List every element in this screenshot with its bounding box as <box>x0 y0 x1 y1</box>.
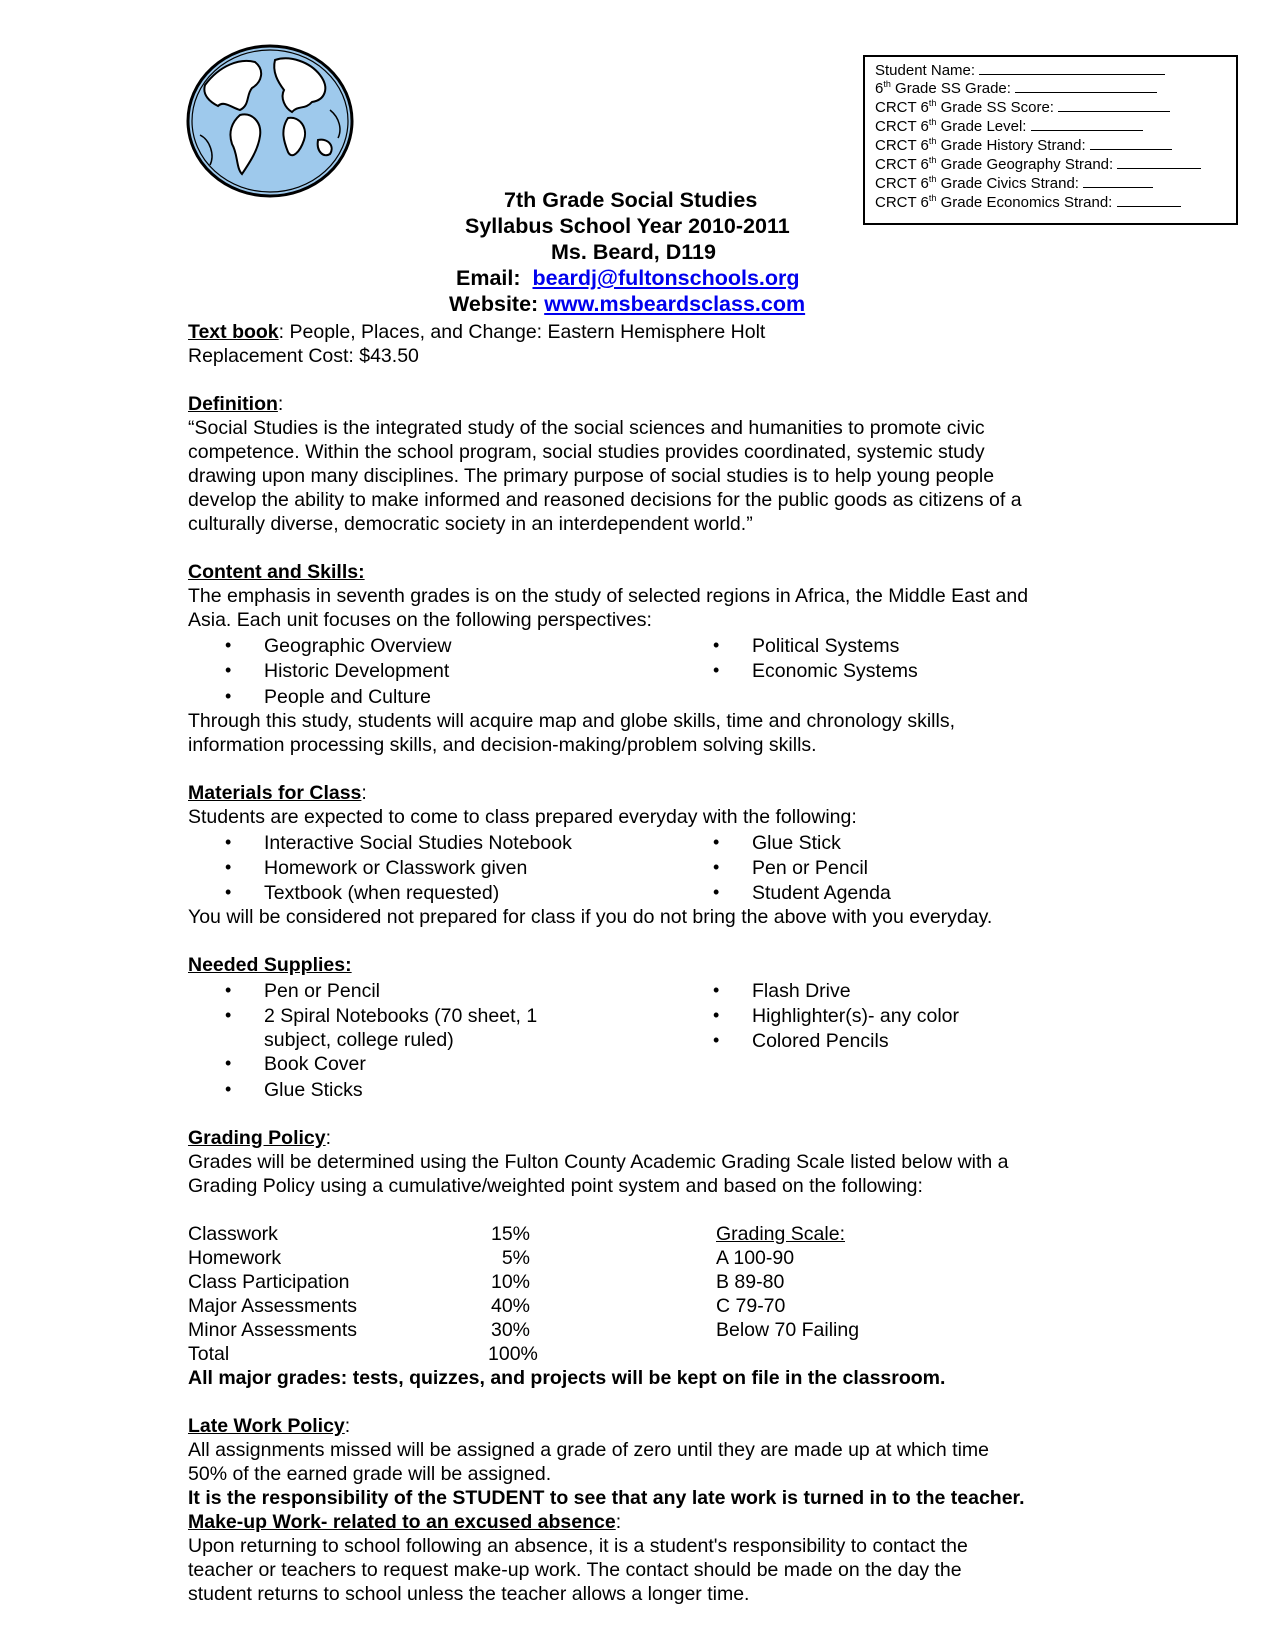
list-item: Colored Pencils <box>752 1030 889 1052</box>
materials-outro: You will be considered not prepared for class if you do not bring the above with you everyday. <box>188 906 993 928</box>
definition-text: culturally diverse, democratic society in an interdependent world.” <box>188 513 753 535</box>
late-work-text: All assignments missed will be assigned a grade of zero until they are made up at which time <box>188 1439 989 1461</box>
bullet-icon: • <box>713 832 720 852</box>
list-item: Homework or Classwork given <box>264 857 528 879</box>
email-link[interactable]: beardj@fultonschools.org <box>532 266 800 290</box>
list-item: Pen or Pencil <box>752 857 868 879</box>
bullet-icon: • <box>225 980 232 1000</box>
bullet-icon: • <box>225 1079 232 1099</box>
bullet-icon: • <box>225 832 232 852</box>
definition-text: drawing upon many disciplines. The primary purpose of social studies is to help young people <box>188 465 995 487</box>
list-item: 2 Spiral Notebooks (70 sheet, 1 <box>264 1005 538 1027</box>
bullet-icon: • <box>713 980 720 1000</box>
page-title: 7th Grade Social Studies <box>504 188 758 212</box>
grading-scale-item: Below 70 Failing <box>716 1319 860 1341</box>
email-line: Email: beardj@fultonschools.org <box>456 266 800 290</box>
textbook-cost: Replacement Cost: $43.50 <box>188 345 419 367</box>
list-item: Glue Sticks <box>264 1079 363 1101</box>
info-crct-geography-strand: CRCT 6th Grade Geography Strand: <box>875 156 1201 174</box>
definition-text: competence. Within the school program, social studies provides coordinated, systemic study <box>188 441 985 463</box>
bullet-icon: • <box>225 686 232 706</box>
grading-scale-item: B 89-80 <box>716 1271 785 1293</box>
list-item: Highlighter(s)- any color <box>752 1005 959 1027</box>
grading-scale-item: C 79-70 <box>716 1295 786 1317</box>
grading-intro: Grading Policy using a cumulative/weighted point system and based on the following: <box>188 1175 923 1197</box>
info-crct-economics-strand: CRCT 6th Grade Economics Strand: <box>875 194 1181 212</box>
content-intro: The emphasis in seventh grades is on the study of selected regions in Africa, the Middle East and <box>188 585 1029 607</box>
makeup-text: Upon returning to school following an absence, it is a student's responsibility to contact the <box>188 1535 968 1557</box>
grade-category: Classwork <box>188 1223 278 1245</box>
grade-weight: 10% <box>490 1271 530 1293</box>
materials-heading: Materials for Class: <box>188 782 367 804</box>
info-crct-grade-level: CRCT 6th Grade Level: <box>875 118 1143 136</box>
grade-weight: 30% <box>490 1319 530 1341</box>
list-item: Glue Stick <box>752 832 841 854</box>
list-item: Geographic Overview <box>264 635 452 657</box>
bullet-icon: • <box>713 635 720 655</box>
bullet-icon: • <box>713 882 720 902</box>
list-item-continued: subject, college ruled) <box>264 1029 454 1051</box>
list-item: Historic Development <box>264 660 450 682</box>
bullet-icon: • <box>225 660 232 680</box>
list-item: Pen or Pencil <box>264 980 380 1002</box>
list-item: People and Culture <box>264 686 431 708</box>
content-intro: Asia. Each unit focuses on the following perspectives: <box>188 609 652 631</box>
makeup-text: student returns to school unless the teacher allows a longer time. <box>188 1583 750 1605</box>
list-item: Interactive Social Studies Notebook <box>264 832 572 854</box>
textbook-line: Text book: People, Places, and Change: Eastern Hemisphere Holt <box>188 321 766 343</box>
info-crct-ss-score: CRCT 6th Grade SS Score: <box>875 99 1170 117</box>
grade-weight: 15% <box>490 1223 530 1245</box>
definition-heading: Definition: <box>188 393 284 415</box>
list-item: Student Agenda <box>752 882 891 904</box>
info-student-name: Student Name: <box>875 62 1165 80</box>
grade-category: Major Assessments <box>188 1295 358 1317</box>
grading-intro: Grades will be determined using the Fulton County Academic Grading Scale listed below with a <box>188 1151 1009 1173</box>
list-item: Economic Systems <box>752 660 918 682</box>
definition-text: “Social Studies is the integrated study of the social sciences and humanities to promote civic <box>188 417 985 439</box>
list-item: Flash Drive <box>752 980 851 1002</box>
late-work-text: 50% of the earned grade will be assigned. <box>188 1463 552 1485</box>
bullet-icon: • <box>225 1053 232 1073</box>
content-outro: Through this study, students will acquire map and globe skills, time and chronology skills, <box>188 710 956 732</box>
website-link[interactable]: www.msbeardsclass.com <box>544 292 806 316</box>
late-work-heading: Late Work Policy: <box>188 1415 351 1437</box>
bullet-icon: • <box>713 660 720 680</box>
supplies-heading: Needed Supplies: <box>188 954 352 976</box>
late-work-note: It is the responsibility of the STUDENT to see that any late work is turned in to the teacher. <box>188 1487 1025 1509</box>
website-line: Website: www.msbeardsclass.com <box>449 292 806 316</box>
bullet-icon: • <box>713 1005 720 1025</box>
grading-scale-item: A 100-90 <box>716 1247 795 1269</box>
page-subtitle: Syllabus School Year 2010-2011 <box>465 214 790 238</box>
grading-heading: Grading Policy: <box>188 1127 332 1149</box>
list-item: Textbook (when requested) <box>264 882 500 904</box>
makeup-text: teacher or teachers to request make-up work. The contact should be made on the day the <box>188 1559 962 1581</box>
bullet-icon: • <box>713 1030 720 1050</box>
content-outro: information processing skills, and decision-making/problem solving skills. <box>188 734 817 756</box>
grading-scale-heading: Grading Scale: <box>716 1223 845 1245</box>
info-6th-grade-ss-grade: 6th Grade SS Grade: <box>875 80 1157 98</box>
teacher-name: Ms. Beard, D119 <box>551 240 716 264</box>
info-crct-history-strand: CRCT 6th Grade History Strand: <box>875 137 1172 155</box>
grade-category: Total <box>188 1343 230 1365</box>
content-heading: Content and Skills: <box>188 561 365 583</box>
globe-logo <box>180 40 362 202</box>
bullet-icon: • <box>225 857 232 877</box>
bullet-icon: • <box>225 1005 232 1025</box>
grade-weight: 40% <box>490 1295 530 1317</box>
materials-intro: Students are expected to come to class prepared everyday with the following: <box>188 806 857 828</box>
bullet-icon: • <box>713 857 720 877</box>
grade-weight: 100% <box>488 1343 538 1365</box>
bullet-icon: • <box>225 635 232 655</box>
bullet-icon: • <box>225 882 232 902</box>
grade-category: Minor Assessments <box>188 1319 358 1341</box>
list-item: Book Cover <box>264 1053 366 1075</box>
grade-weight: 5% <box>501 1247 530 1269</box>
info-crct-civics-strand: CRCT 6th Grade Civics Strand: <box>875 175 1153 193</box>
grade-category: Class Participation <box>188 1271 350 1293</box>
list-item: Political Systems <box>752 635 900 657</box>
grading-note: All major grades: tests, quizzes, and projects will be kept on file in the classroom. <box>188 1367 946 1389</box>
definition-text: develop the ability to make informed and reasoned decisions for the public goods as citizens of a <box>188 489 1022 511</box>
grade-category: Homework <box>188 1247 282 1269</box>
makeup-heading: Make-up Work- related to an excused absence: <box>188 1511 622 1533</box>
